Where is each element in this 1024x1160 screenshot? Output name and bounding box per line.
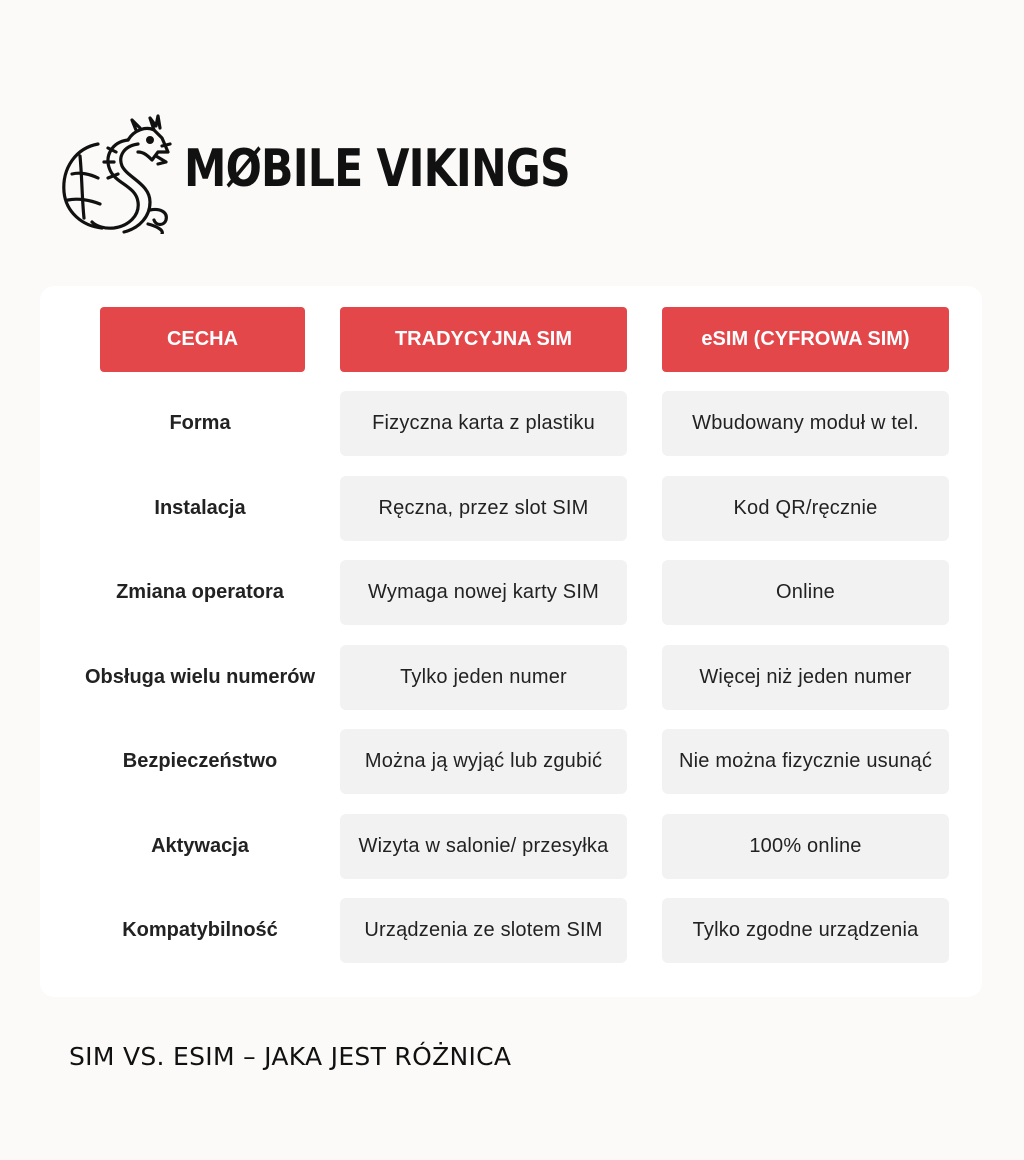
- brand-logo: [58, 112, 570, 234]
- brand-name: MØBILE VIKINGS: [184, 139, 570, 199]
- page-caption: SIM VS. ESIM – JAKA JEST RÓŻNICA: [69, 1042, 512, 1071]
- cell-esim-instalacja: Kod QR/ręcznie: [662, 476, 949, 541]
- cell-esim-obsluga-numerow: Więcej niż jeden numer: [662, 645, 949, 710]
- header-traditional-sim: TRADYCYJNA SIM: [340, 307, 627, 372]
- cell-esim-aktywacja: 100% online: [662, 814, 949, 879]
- cell-traditional-instalacja: Ręczna, przez slot SIM: [340, 476, 627, 541]
- header-feature: CECHA: [100, 307, 305, 372]
- cell-traditional-zmiana-operatora: Wymaga nowej karty SIM: [340, 560, 627, 625]
- cell-traditional-obsluga-numerow: Tylko jeden numer: [340, 645, 627, 710]
- cell-esim-forma: Wbudowany moduł w tel.: [662, 391, 949, 456]
- row-label-kompatybilnosc: Kompatybilność: [122, 919, 278, 941]
- header-esim: eSIM (CYFROWA SIM): [662, 307, 949, 372]
- row-label-aktywacja: Aktywacja: [151, 835, 249, 857]
- row-label-instalacja: Instalacja: [154, 497, 246, 519]
- cell-traditional-forma: Fizyczna karta z plastiku: [340, 391, 627, 456]
- cell-traditional-kompatybilnosc: Urządzenia ze slotem SIM: [340, 898, 627, 963]
- row-label-zmiana-operatora: Zmiana operatora: [116, 581, 284, 603]
- cell-traditional-bezpieczenstwo: Można ją wyjąć lub zgubić: [340, 729, 627, 794]
- row-label-bezpieczenstwo: Bezpieczeństwo: [122, 750, 278, 772]
- cell-esim-kompatybilnosc: Tylko zgodne urządzenia: [662, 898, 949, 963]
- cell-esim-bezpieczenstwo: Nie można fizycznie usunąć: [662, 729, 949, 794]
- cell-traditional-aktywacja: Wizyta w salonie/ przesyłka: [340, 814, 627, 879]
- row-label-forma: Forma: [169, 412, 231, 434]
- row-label-obsluga-numerow: Obsługa wielu numerów: [84, 666, 316, 688]
- cell-esim-zmiana-operatora: Online: [662, 560, 949, 625]
- viking-dragon-icon: [58, 112, 174, 234]
